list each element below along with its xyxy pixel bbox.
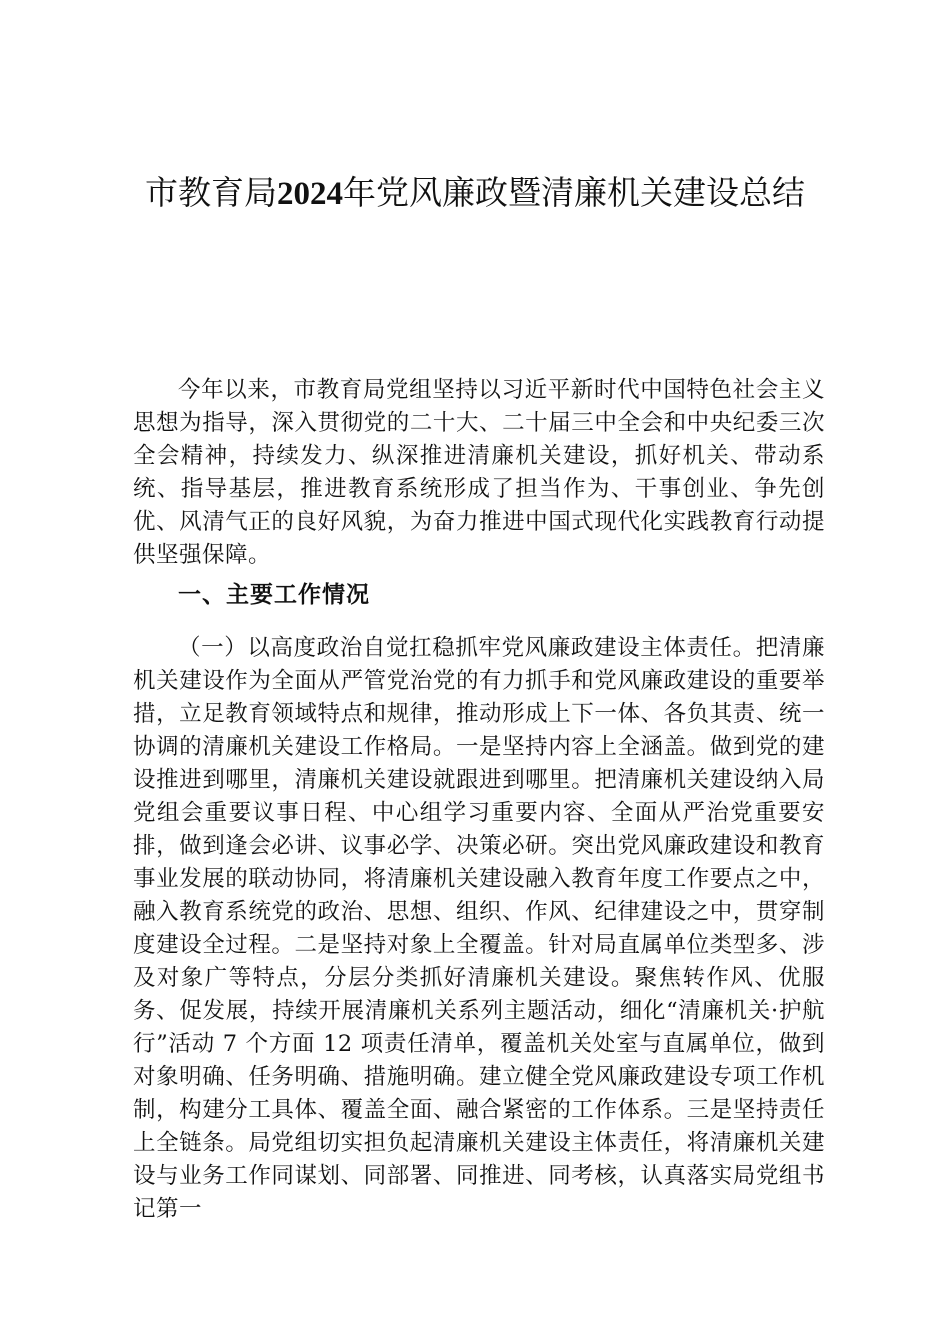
title-suffix: 年党风廉政暨清廉机关建设总结 bbox=[343, 173, 805, 212]
title-prefix: 市教育局 bbox=[145, 173, 277, 212]
intro-paragraph: 今年以来，市教育局党组坚持以习近平新时代中国特色社会主义思想为指导，深入贯彻党的二十大、二十届三中全会和中央纪委三次全会精神，持续发力、纵深推进清廉机关建设，抓好机关、带动系统、指导基层，推进教育系统形成了担当作为、干事创业、争先创优、风清气正的良好风貌，为奋力推进中国式现代化实践教育行动提供坚强保障。 bbox=[133, 377, 825, 568]
document-title bbox=[110, 168, 840, 219]
title-year: 2024 bbox=[277, 176, 343, 212]
section-1-paragraph: （一）以高度政治自觉扛稳抓牢党风廉政建设主体责任。把清廉机关建设作为全面从严管党治党的有力抓手和党风廉政建设的重要举措，立足教育领域特点和规律，推动形成上下一体、各负其责、统一协调的清廉机关建设工作格局。一是坚持内容上全涵盖。做到党的建设推进到哪里，清廉机关建设就跟进到哪里。把清廉机关建设纳入局党组会重要议事日程、中心组学习重要内容、全面从严治党重要安排，做到逢会必讲、议事必学、决策必研。突出党风廉政建设和教育事业发展的联动协同，将清廉机关建设融入教育年度工作要点之中，融入教育系统党的政治、思想、组织、作风、纪律建设之中，贯穿制度建设全过程。二是坚持对象上全覆盖。针对局直属单位类型多、涉及对象广等特点，分层分类抓好清廉机关建设。聚焦转作风、优服务、促发展，持续开展清廉机关系列主题活动，细化“清廉机关·护航行”活动 7 个方面 12 项责任清单，覆盖机关处室与直属单位，做到对象明确、任务明确、措施明确。建立健全党风廉政建设专项工作机制，构建分工具体、覆盖全面、融合紧密的工作体系。三是坚持责任上全链条。局党组切实担负起清廉机关建设主体责任，将清廉机关建设与业务工作同谋划、同部署、同推进、同考核，认真落实局党组书记第一 bbox=[133, 635, 825, 1222]
section-heading: 一、主要工作情况 bbox=[178, 581, 370, 608]
